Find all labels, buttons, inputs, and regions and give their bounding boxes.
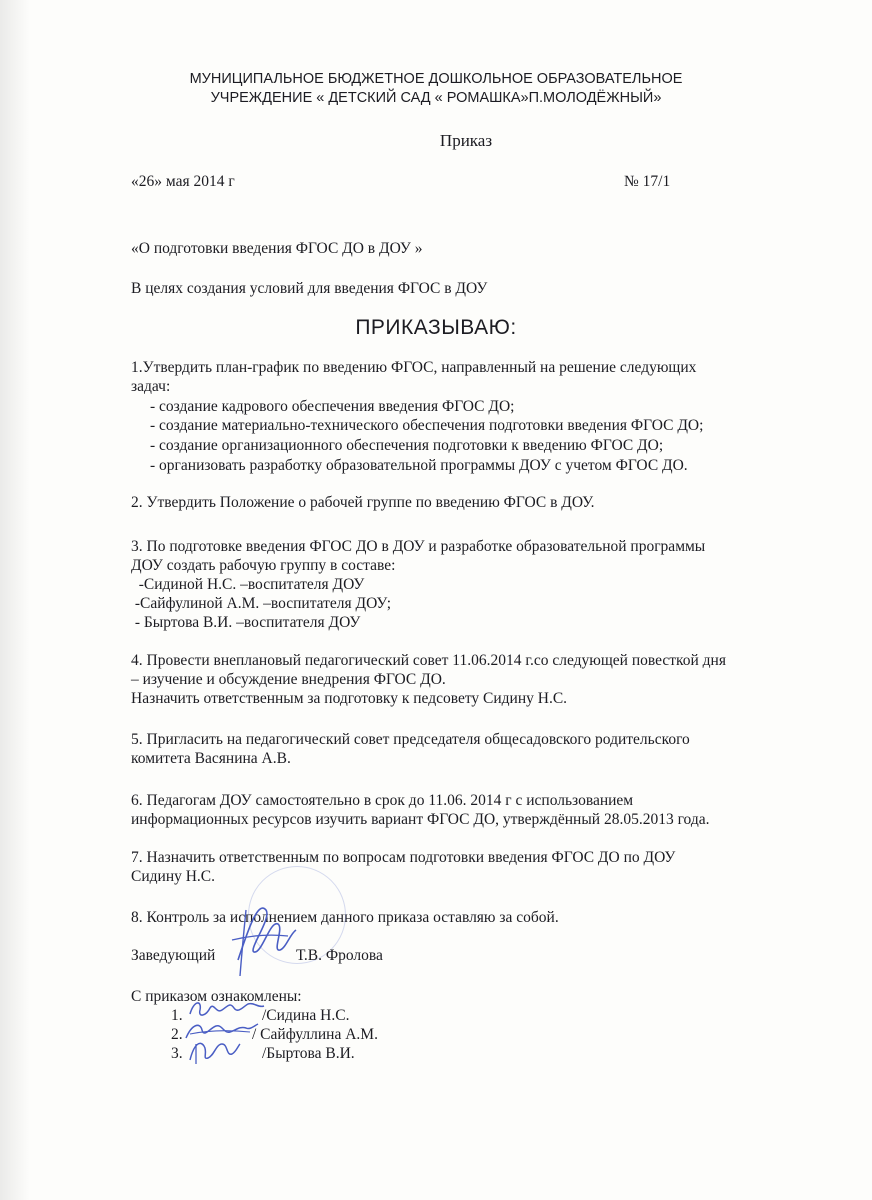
item-5-line1: 5. Пригласить на педагогический совет председателя общесадовского родительского bbox=[131, 731, 690, 748]
item-1-line2: задач: bbox=[131, 378, 171, 395]
head-signature-icon bbox=[218, 890, 302, 980]
item-1-line1: 1.Утвердить план-график по введению ФГОС, направленный на решение следующих bbox=[131, 359, 697, 376]
item-4-line3: Назначить ответственным за подготовку к педсовету Сидину Н.С. bbox=[131, 690, 568, 707]
org-name-line2: УЧРЕЖДЕНИЕ « ДЕТСКИЙ САД « РОМАШКА»П.МОЛОДЁЖНЫЙ» bbox=[210, 90, 662, 106]
scan-edge-shadow bbox=[0, 0, 30, 1200]
ack-entry-name: /Сидина Н.С. bbox=[262, 1007, 350, 1024]
document-type: Приказ bbox=[439, 131, 493, 150]
item-6-line1: 6. Педагогам ДОУ самостоятельно в срок до 11.06. 2014 г с использованием bbox=[131, 792, 634, 809]
item-4-line1: 4. Провести внеплановый педагогический совет 11.06.2014 г.со следующей повесткой дня bbox=[131, 652, 726, 669]
item-7-line2: Сидину Н.С. bbox=[131, 868, 216, 885]
item-3-member: - Быртова В.И. –воспитателя ДОУ bbox=[131, 614, 361, 631]
document-subject: «О подготовки введения ФГОС ДО в ДОУ » bbox=[131, 240, 423, 257]
item-3-line1: 3. По подготовке введения ФГОС ДО в ДОУ и разработке образовательной программы bbox=[131, 538, 706, 555]
acknowledged-heading: С приказом ознакомлены: bbox=[131, 988, 302, 1005]
item-6-line2: информационных ресурсов изучить вариант ФГОС ДО, утверждённый 28.05.2013 года. bbox=[131, 811, 710, 828]
item-7-line1: 7. Назначить ответственным по вопросам подготовки введения ФГОС ДО по ДОУ bbox=[131, 849, 676, 866]
ack-entry-name: / Сайфуллина А.М. bbox=[252, 1026, 378, 1043]
document-purpose: В целях создания условий для введения ФГОС в ДОУ bbox=[131, 280, 488, 297]
item-5-line2: комитета Васянина А.В. bbox=[131, 750, 291, 767]
employee-signature-3-icon bbox=[182, 1036, 242, 1066]
item-8: 8. Контроль за исполнением данного приказа оставляю за собой. bbox=[131, 909, 559, 926]
item-3-member: -Сидиной Н.С. –воспитателя ДОУ bbox=[131, 576, 365, 593]
document-number: № 17/1 bbox=[624, 173, 671, 190]
item-3-member: -Сайфулиной А.М. –воспитателя ДОУ; bbox=[131, 595, 392, 612]
document-date: «26» мая 2014 г bbox=[131, 173, 235, 190]
item-1-task: - организовать разработку образовательной программы ДОУ с учетом ФГОС ДО. bbox=[150, 457, 688, 474]
item-2: 2. Утвердить Положение о рабочей группе по введению ФГОС в ДОУ. bbox=[131, 494, 595, 511]
item-1-task: - создание кадрового обеспечения введения ФГОС ДО; bbox=[150, 398, 515, 415]
ack-entry-name: /Быртова В.И. bbox=[262, 1045, 355, 1062]
signatory-name: Т.В. Фролова bbox=[296, 947, 383, 964]
ack-entry-number: 1. bbox=[171, 1007, 183, 1024]
org-name-line1: МУНИЦИПАЛЬНОЕ БЮДЖЕТНОЕ ДОШКОЛЬНОЕ ОБРАЗОВАТЕЛЬНОЕ bbox=[189, 71, 683, 87]
signatory-role: Заведующий bbox=[131, 947, 216, 964]
item-1-task: - создание организационного обеспечения подготовки к введению ФГОС ДО; bbox=[150, 437, 664, 454]
item-4-line2: – изучение и обсуждение внедрения ФГОС ДО. bbox=[131, 671, 446, 688]
decree-heading: ПРИКАЗЫВАЮ: bbox=[355, 316, 517, 339]
item-1-task: - создание материально-технического обеспечения подготовки введения ФГОС ДО; bbox=[150, 417, 704, 434]
item-3-line2: ДОУ создать рабочую группу в составе: bbox=[131, 557, 396, 574]
ack-entry-number: 2. bbox=[171, 1026, 183, 1043]
ack-entry-number: 3. bbox=[171, 1045, 183, 1062]
